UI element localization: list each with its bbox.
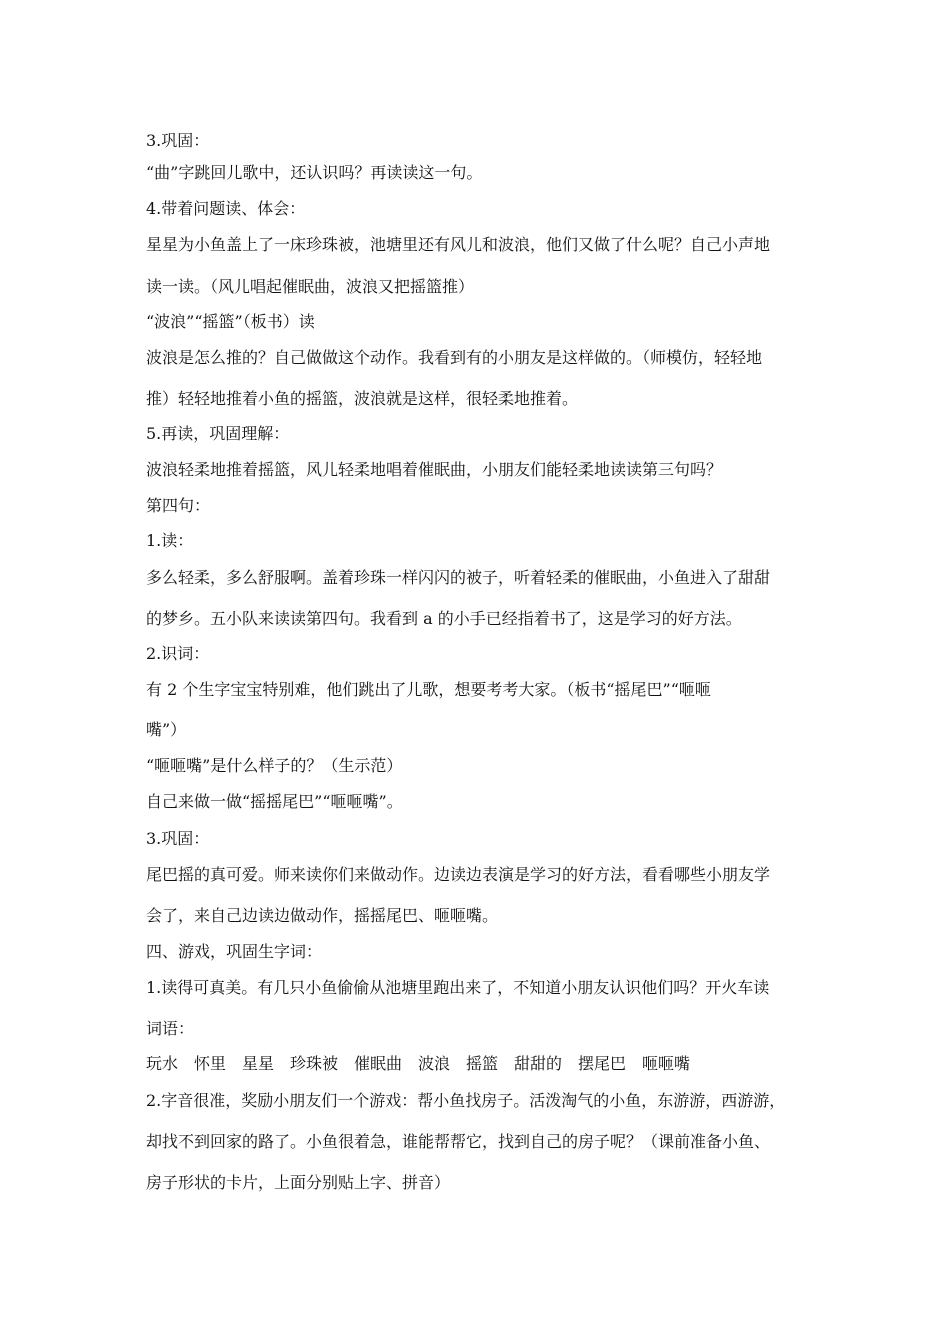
text-line: 星星为小鱼盖上了一床珍珠被，池塘里还有风儿和波浪，他们又做了什么呢？自己小声地 <box>146 235 771 254</box>
text-line: “咂咂嘴”是什么样子的？（生示范） <box>146 756 403 775</box>
text-line: 却找不到回家的路了。小鱼很着急，谁能帮帮它，找到自己的房子呢？（课前准备小鱼、 <box>146 1132 771 1151</box>
text-line: 3.巩固： <box>146 131 210 150</box>
text-line: 波浪是怎么推的？自己做做这个动作。我看到有的小朋友是这样做的。（师模仿，轻轻地 <box>146 348 763 367</box>
text-line: 的梦乡。五小队来读读第四句。我看到 a 的小手已经指着书了，这是学习的好方法。 <box>146 609 742 628</box>
vocabulary-line: 玩水 怀里 星星 珍珠被 催眠曲 波浪 摇篮 甜甜的 摆尾巴 咂咂嘴 <box>146 1054 691 1073</box>
text-line: 多么轻柔，多么舒服啊。盖着珍珠一样闪闪的被子，听着轻柔的催眠曲，小鱼进入了甜甜 <box>146 568 771 587</box>
text-line: “波浪”“摇篮”（板书）读 <box>146 312 315 331</box>
text-line: 房子形状的卡片，上面分别贴上字、拼音） <box>146 1173 451 1192</box>
text-line: 有 2 个生字宝宝特别难，他们跳出了儿歌，想要考考大家。（板书“摇尾巴”“咂咂 <box>146 680 711 699</box>
text-line: 波浪轻柔地推着摇篮，风儿轻柔地唱着催眠曲，小朋友们能轻柔地读读第三句吗？ <box>146 460 723 479</box>
text-line: “曲”字跳回儿歌中，还认识吗？再读读这一句。 <box>146 163 483 182</box>
text-line: 1.读得可真美。有几只小鱼偷偷从池塘里跑出来了，不知道小朋友认识他们吗？开火车读 <box>146 978 770 997</box>
text-line: 词语： <box>146 1019 195 1038</box>
text-line: 会了，来自己边读边做动作，摇摇尾巴、咂咂嘴。 <box>146 906 499 925</box>
text-line: 读一读。（风儿唱起催眠曲，波浪又把摇篮推） <box>146 277 475 296</box>
text-line: 自己来做一做“摇摇尾巴”“咂咂嘴”。 <box>146 792 403 811</box>
text-line: 4.带着问题读、体会： <box>146 199 306 218</box>
text-line: 3.巩固： <box>146 829 210 848</box>
text-line: 嘴”） <box>146 720 187 739</box>
text-line: 第四句： <box>146 496 211 515</box>
text-line: 2.字音很准，奖励小朋友们一个游戏：帮小鱼找房子。活泼淘气的小鱼，东游游，西游游， <box>146 1091 786 1110</box>
text-line: 5.再读，巩固理解： <box>146 424 290 443</box>
text-line: 四、游戏，巩固生字词： <box>146 942 323 961</box>
text-line: 尾巴摇的真可爱。师来读你们来做动作。边读边表演是学习的好方法，看看哪些小朋友学 <box>146 865 771 884</box>
text-line: 1.读： <box>146 531 194 550</box>
text-line: 2.识词： <box>146 644 210 663</box>
text-line: 推）轻轻地推着小鱼的摇篮，波浪就是这样，很轻柔地推着。 <box>146 389 579 408</box>
